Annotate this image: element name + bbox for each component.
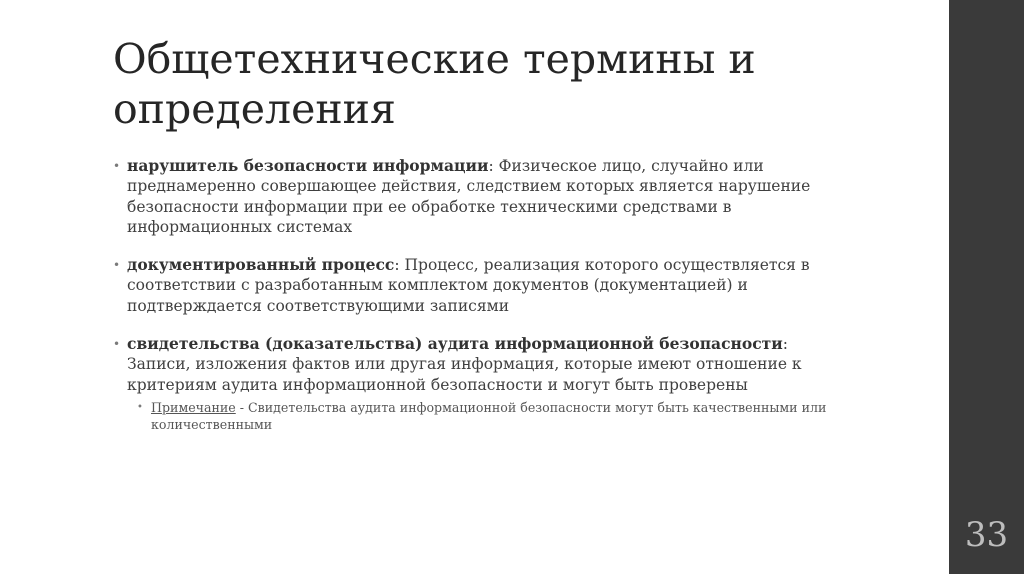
bullet-icon: • (113, 337, 121, 352)
term-separator: : (394, 256, 405, 275)
sub-bullet-icon: • (137, 401, 143, 413)
list-item (113, 255, 833, 316)
bullet-icon: • (113, 258, 121, 273)
term: документированный процесс (127, 255, 395, 275)
sidebar-panel (949, 0, 1024, 574)
note-item (137, 399, 833, 433)
term-separator: : (782, 335, 788, 354)
note-label: Примечание (151, 399, 236, 415)
definition: Записи, изложения фактов или другая информация, которые имеют отношение к критериям аудита информационной безопасности и могут быть проверены (127, 355, 802, 394)
page-number: 33 (964, 515, 1009, 555)
term: свидетельства (доказательства) аудита информационной безопасности (127, 334, 783, 354)
note-separator: - (235, 399, 249, 415)
slide-title: Общетехнические термины и определения (113, 35, 756, 133)
definition: Процесс, реализация которого осуществляется в соответствии с разработанным комплектом документов (документацией) и подтверждается соответствующими записями (127, 256, 810, 315)
definitions-list (113, 156, 833, 433)
bullet-icon: • (113, 159, 121, 173)
definition: Физическое лицо, случайно или преднамеренно совершающее действия, следствием которых является нарушение безопасности информации при ее обработке техническими средствами в информационных системах (127, 157, 811, 236)
note-text: Свидетельства аудита информационной безопасности могут быть качественными или количественными (151, 399, 827, 432)
term-separator: : (488, 157, 499, 175)
list-item (113, 334, 833, 395)
list-item (113, 156, 833, 237)
term: нарушитель безопасности информации (127, 156, 489, 175)
